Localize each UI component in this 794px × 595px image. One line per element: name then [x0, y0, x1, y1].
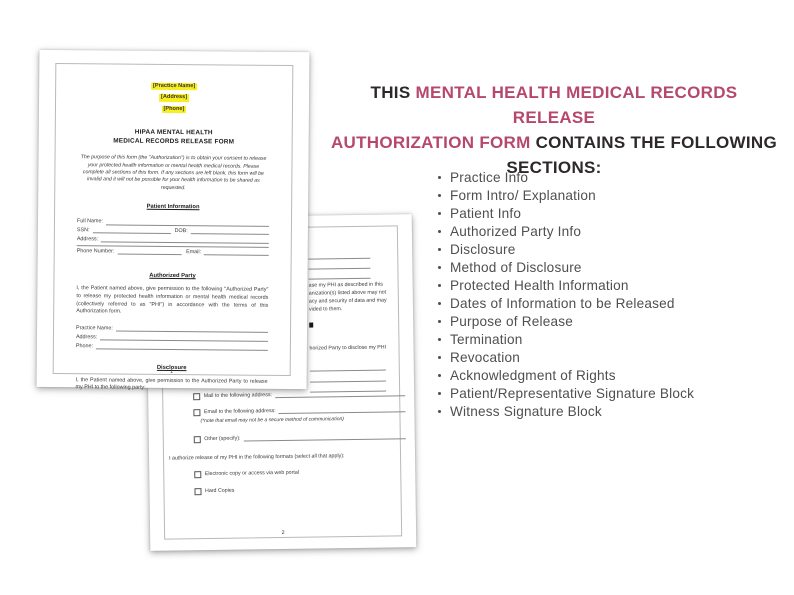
hidden-heading-fragment: [309, 323, 313, 328]
section-label: Revocation: [450, 349, 521, 365]
checkbox-label: Email to the following address:: [203, 408, 276, 416]
bullet-icon: [438, 356, 441, 359]
field-line: [117, 253, 182, 256]
field-row-ap-phone: [76, 342, 268, 352]
section-label: Form Intro/ Explanation: [450, 187, 596, 203]
sections-list-item: [438, 330, 694, 348]
checkbox-icon: [193, 393, 200, 400]
paragraph-fragment: vided to them.: [308, 306, 343, 313]
headline-segment-accent: AUTHORIZATION FORM: [330, 133, 536, 152]
section-label: Authorized Party Info: [450, 223, 582, 239]
section-label: Practice Info: [450, 169, 529, 185]
field-label: SSN:: [76, 227, 90, 234]
headline: [330, 80, 778, 180]
section-heading-authorized-party: Authorized Party: [149, 272, 196, 280]
sections-list-item: [438, 204, 694, 222]
paragraph-fragment: anization(s) listed above may not: [308, 289, 387, 297]
page-number: 2: [281, 529, 285, 537]
paragraph-fragment: ase my PHI as described in this: [308, 281, 383, 289]
field-label: Practice Name:: [76, 325, 113, 332]
headline-line: [330, 80, 778, 130]
form-intro-paragraph: The purpose of this form (the "Authorization") is to obtain your consent to release your protected health information or mental health medical records. Please complete all sections of this form. If any sections are left blank, this form will be invalid and it will not be possible for your health information to be shared as requested.: [80, 154, 267, 191]
bullet-icon: [438, 320, 441, 323]
email-security-note: (*note that email may not be a secure method of communication): [200, 416, 344, 425]
field-line: [279, 410, 406, 414]
checkbox-label: Hard Copies: [204, 487, 235, 495]
field-line: [204, 254, 269, 257]
section-label: Method of Disclosure: [450, 259, 582, 275]
sections-list-item: [438, 168, 694, 186]
sections-list-item: [438, 258, 694, 276]
form-page-1-thumbnail: [37, 50, 310, 392]
form-title-line-2: MEDICAL RECORDS RELEASE FORM: [113, 137, 235, 146]
field-label: Phone Number:: [76, 248, 115, 255]
checkbox-icon: [194, 488, 201, 495]
bullet-icon: [438, 248, 441, 251]
sections-list-item: [438, 240, 694, 258]
bullet-icon: [438, 392, 441, 395]
field-row-phone-email: [77, 247, 269, 257]
section-heading-patient-information: Patient Information: [146, 204, 200, 211]
sections-list-item: [438, 402, 694, 420]
sections-list-item: [438, 366, 694, 384]
field-line: [96, 347, 268, 351]
field-line: [92, 232, 170, 235]
field-label: Email:: [186, 249, 202, 256]
field-line: [275, 394, 405, 398]
checkbox-row-electronic: [194, 470, 299, 478]
section-label: Purpose of Release: [450, 313, 573, 329]
clipped-paragraph: [309, 281, 387, 314]
bullet-icon: [438, 284, 441, 287]
checkbox-label: Mail to the following address:: [203, 392, 273, 400]
section-heading-disclosure: Disclosure: [156, 364, 187, 371]
bullet-icon: [438, 302, 441, 305]
headline-segment: SECTIONS:: [506, 158, 602, 177]
section-label: Disclosure: [450, 241, 516, 257]
page-number: 1: [170, 368, 174, 376]
practice-name-placeholder: [Practice Name]: [151, 83, 197, 91]
page-1-inner-border: [53, 63, 294, 392]
checkbox-label: Other (specify):: [204, 435, 241, 443]
field-label: Phone:: [75, 342, 94, 350]
field-line: [244, 437, 406, 441]
form-title-line-1: HIPAA MENTAL HEALTH: [134, 128, 213, 137]
bullet-icon: [438, 212, 441, 215]
field-label: DOB:: [174, 228, 188, 235]
sections-list-item: [438, 384, 694, 402]
checkbox-icon: [194, 436, 201, 443]
bullet-icon: [438, 266, 441, 269]
sections-list-item: [438, 294, 694, 312]
bullet-icon: [438, 230, 441, 233]
checkbox-icon: [193, 409, 200, 416]
headline-segment: CONTAINS THE FOLLOWING: [535, 133, 778, 152]
disclose-fragment: horized Party to disclose my PHI: [309, 344, 387, 352]
bullet-icon: [438, 338, 441, 341]
checkbox-icon: [194, 471, 201, 478]
phone-placeholder: [Phone]: [162, 106, 187, 114]
sections-list-item: [438, 276, 694, 294]
sections-list-item: [438, 186, 694, 204]
formats-intro: I authorize release of my PHI in the following formats (select all that apply):: [169, 453, 345, 462]
address-placeholder: [Address]: [159, 94, 189, 102]
section-label: Dates of Information to be Released: [450, 295, 675, 311]
authorized-party-paragraph: I, the Patient named above, give permission to the following "Authorized Party" to release my protected health information or mental health medical records (collectively referred to as "PHI") in accordance with the terms of this Authorization form.: [76, 285, 269, 315]
section-label: Acknowledgment of Rights: [450, 367, 616, 383]
section-label: Patient Info: [450, 205, 522, 221]
bullet-icon: [438, 194, 441, 197]
section-label: Witness Signature Block: [450, 403, 602, 419]
sections-list: [438, 168, 694, 420]
section-label: Patient/Representative Signature Block: [450, 385, 695, 401]
patient-info-fields: [77, 217, 269, 257]
bullet-icon: [438, 374, 441, 377]
field-label: Address:: [76, 236, 99, 243]
checkbox-row-hard-copies: [194, 488, 234, 496]
sections-list-item: [438, 348, 694, 366]
paragraph-fragment: acy and security of data and may: [308, 297, 387, 305]
bullet-icon: [438, 176, 441, 179]
headline-line: [330, 130, 778, 155]
practice-header-block: [78, 78, 270, 114]
disclosure-paragraph: I, the Patient named above, give permission to the Authorized Party to release my PHI to the following party:: [75, 376, 268, 392]
bullet-icon: [438, 410, 441, 413]
field-label: Full Name:: [76, 218, 104, 225]
field-line: [191, 232, 269, 235]
headline-segment-accent: MENTAL HEALTH MEDICAL RECORDS RELEASE: [415, 83, 738, 127]
sections-list-item: [438, 312, 694, 330]
field-label: Address:: [75, 334, 98, 341]
checkbox-label: Electronic copy or access via web portal: [204, 469, 300, 478]
section-label: Protected Health Information: [450, 277, 629, 293]
section-label: Termination: [450, 331, 523, 347]
authorized-party-fields: [76, 324, 268, 352]
sections-list-item: [438, 222, 694, 240]
headline-segment: THIS: [370, 83, 416, 102]
